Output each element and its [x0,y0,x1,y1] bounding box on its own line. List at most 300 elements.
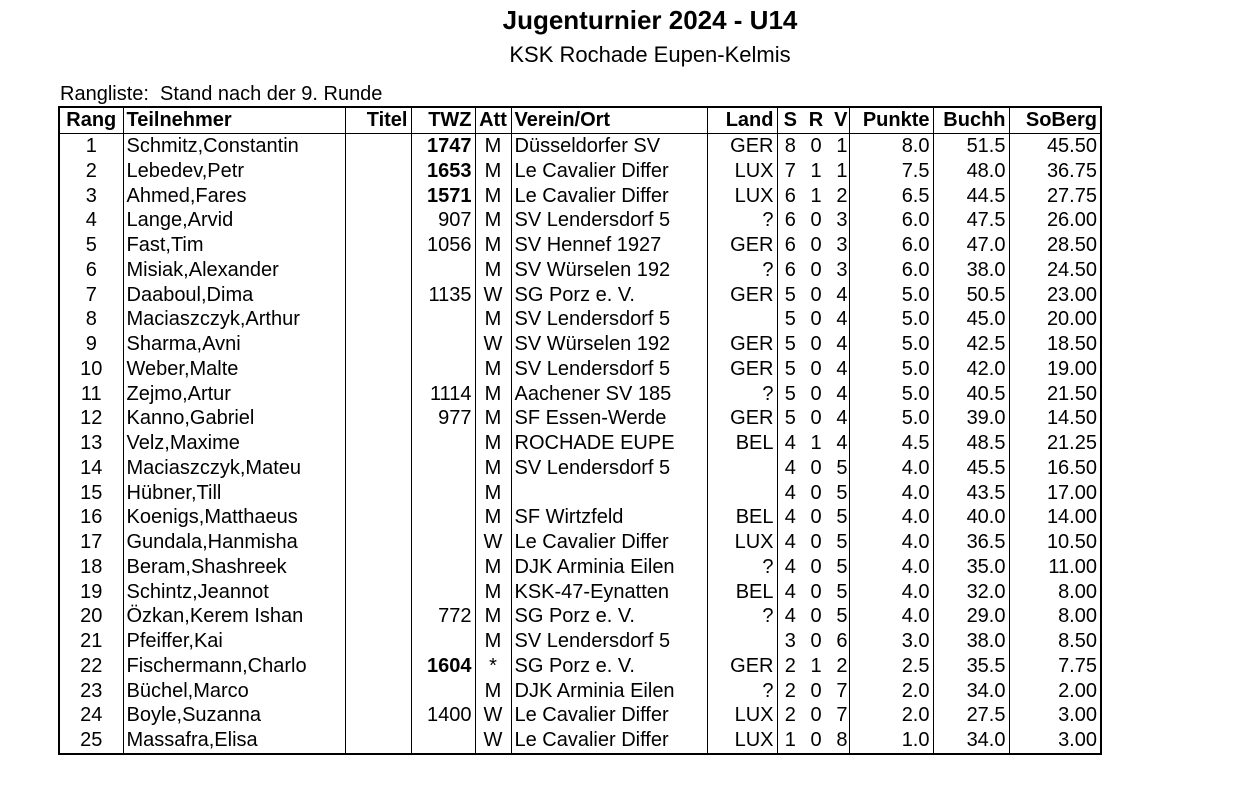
col-header-rang: Rang [59,107,123,133]
cell-s: 4 [777,480,803,505]
cell-twz [411,431,475,456]
cell-att: M [475,307,511,332]
cell-r: 0 [810,333,822,356]
cell-s: 7 [777,159,803,184]
cell-verein: Le Cavalier Differ [511,703,707,728]
cell-buchh: 40.5 [933,381,1009,406]
cell-s: 2 [777,703,803,728]
cell-s: 6 [777,208,803,233]
cell-r: 0 [810,135,822,158]
cell-rang: 7 [59,282,123,307]
cell-att: M [475,629,511,654]
cell-rang: 3 [59,183,123,208]
cell-punkte: 2.0 [849,678,933,703]
cell-punkte: 4.0 [849,579,933,604]
cell-soberg: 10.50 [1009,530,1101,555]
cell-name: Daaboul,Dima [123,282,345,307]
cell-s: 5 [777,282,803,307]
cell-verein: SG Porz e. V. [511,282,707,307]
cell-buchh: 35.5 [933,654,1009,679]
cell-titel [345,431,411,456]
cell-v: 4 [829,381,849,406]
cell-v: 4 [829,282,849,307]
col-header-buchh: Buchh [933,107,1009,133]
table-row [59,604,1101,629]
cell-rang: 4 [59,208,123,233]
cell-titel [345,530,411,555]
cell-land: LUX [707,728,777,754]
cell-r: 0 [810,481,822,504]
cell-name: Weber,Malte [123,357,345,382]
cell-rang: 9 [59,332,123,357]
cell-r: 0 [810,234,822,257]
cell-s: 6 [777,233,803,258]
col-header-punkte: Punkte [849,107,933,133]
cell-verein: SV Lendersdorf 5 [511,357,707,382]
cell-att: W [475,728,511,754]
cell-soberg: 23.00 [1009,282,1101,307]
cell-rang: 18 [59,555,123,580]
cell-name: Ahmed,Fares [123,183,345,208]
cell-punkte: 5.0 [849,282,933,307]
cell-rang: 11 [59,381,123,406]
cell-v: 4 [829,406,849,431]
cell-name: Gundala,Hanmisha [123,530,345,555]
cell-buchh: 47.5 [933,208,1009,233]
cell-r: 0 [810,555,822,578]
cell-verein: KSK-47-Eynatten [511,579,707,604]
cell-rang: 2 [59,159,123,184]
cell-buchh: 29.0 [933,604,1009,629]
cell-twz: 1604 [411,654,475,679]
cell-land: ? [707,208,777,233]
cell-s: 8 [777,133,803,158]
cell-punkte: 2.5 [849,654,933,679]
cell-verein: SF Essen-Werde [511,406,707,431]
col-header-v: V [829,107,849,133]
cell-name: Zejmo,Artur [123,381,345,406]
cell-soberg: 3.00 [1009,728,1101,754]
cell-soberg: 7.75 [1009,654,1101,679]
cell-verein: DJK Arminia Eilen [511,555,707,580]
cell-verein: Le Cavalier Differ [511,183,707,208]
cell-name: Pfeiffer,Kai [123,629,345,654]
cell-name: Koenigs,Matthaeus [123,505,345,530]
cell-punkte: 4.0 [849,555,933,580]
table-row [59,431,1101,456]
cell-land: ? [707,258,777,283]
table-row [59,456,1101,481]
cell-name: Maciaszczyk,Arthur [123,307,345,332]
cell-name: Hübner,Till [123,480,345,505]
cell-twz [411,480,475,505]
cell-twz [411,728,475,754]
header-row [59,107,1101,133]
cell-r: 0 [810,729,822,752]
cell-r: 0 [810,209,822,232]
cell-soberg: 28.50 [1009,233,1101,258]
cell-punkte: 6.5 [849,183,933,208]
table-row [59,654,1101,679]
cell-rang: 1 [59,133,123,158]
cell-s: 4 [777,604,803,629]
cell-land: BEL [707,579,777,604]
cell-soberg: 3.00 [1009,703,1101,728]
cell-v: 7 [829,678,849,703]
standings-table [58,106,1102,755]
cell-s: 2 [777,654,803,679]
col-header-teilnehmer: Teilnehmer [123,107,345,133]
cell-r: 0 [810,283,822,306]
cell-name: Lange,Arvid [123,208,345,233]
cell-titel [345,728,411,754]
cell-r: 0 [810,580,822,603]
cell-v: 3 [829,233,849,258]
cell-titel [345,357,411,382]
table-row [59,208,1101,233]
cell-v: 2 [829,183,849,208]
cell-land: GER [707,357,777,382]
cell-att: M [475,183,511,208]
cell-att: M [475,678,511,703]
cell-verein: SV Lendersdorf 5 [511,629,707,654]
cell-buchh: 38.0 [933,258,1009,283]
cell-att: M [475,159,511,184]
cell-name: Beram,Shashreek [123,555,345,580]
cell-titel [345,678,411,703]
cell-att: M [475,505,511,530]
cell-twz: 907 [411,208,475,233]
cell-s: 5 [777,307,803,332]
cell-att: W [475,703,511,728]
cell-buchh: 42.0 [933,357,1009,382]
cell-land: GER [707,654,777,679]
cell-titel [345,505,411,530]
cell-land: LUX [707,159,777,184]
cell-punkte: 4.0 [849,530,933,555]
cell-att: M [475,431,511,456]
cell-v: 5 [829,456,849,481]
cell-titel [345,159,411,184]
cell-punkte: 4.5 [849,431,933,456]
cell-rang: 21 [59,629,123,654]
cell-soberg: 27.75 [1009,183,1101,208]
cell-v: 5 [829,505,849,530]
cell-punkte: 7.5 [849,159,933,184]
cell-titel [345,555,411,580]
cell-r: 0 [810,258,822,281]
cell-buchh: 42.5 [933,332,1009,357]
cell-punkte: 5.0 [849,332,933,357]
cell-r: 0 [810,382,822,405]
cell-v: 4 [829,307,849,332]
cell-att: M [475,208,511,233]
cell-name: Sharma,Avni [123,332,345,357]
cell-land: GER [707,332,777,357]
cell-titel [345,703,411,728]
cell-titel [345,282,411,307]
cell-s: 3 [777,629,803,654]
cell-rang: 8 [59,307,123,332]
cell-soberg: 45.50 [1009,133,1101,158]
cell-verein: SV Hennef 1927 [511,233,707,258]
table-row [59,307,1101,332]
cell-verein: SV Würselen 192 [511,258,707,283]
cell-punkte: 6.0 [849,208,933,233]
cell-r: 0 [810,357,822,380]
cell-s: 4 [777,505,803,530]
cell-att: M [475,133,511,158]
cell-s: 5 [777,332,803,357]
cell-twz [411,258,475,283]
table-row [59,629,1101,654]
table-row [59,703,1101,728]
cell-verein: Aachener SV 185 [511,381,707,406]
table-row [59,381,1101,406]
cell-name: Kanno,Gabriel [123,406,345,431]
cell-soberg: 26.00 [1009,208,1101,233]
table-row [59,357,1101,382]
cell-titel [345,133,411,158]
cell-punkte: 3.0 [849,629,933,654]
cell-buchh: 32.0 [933,579,1009,604]
cell-punkte: 4.0 [849,480,933,505]
cell-rang: 12 [59,406,123,431]
cell-punkte: 1.0 [849,728,933,754]
cell-buchh: 51.5 [933,133,1009,158]
table-row [59,133,1101,158]
cell-s: 4 [777,530,803,555]
cell-rang: 25 [59,728,123,754]
cell-name: Schintz,Jeannot [123,579,345,604]
cell-name: Büchel,Marco [123,678,345,703]
cell-att: M [475,456,511,481]
cell-name: Özkan,Kerem Ishan [123,604,345,629]
cell-v: 5 [829,604,849,629]
cell-twz: 1135 [411,282,475,307]
cell-soberg: 21.25 [1009,431,1101,456]
cell-land [707,456,777,481]
cell-twz [411,629,475,654]
cell-land [707,629,777,654]
cell-rang: 14 [59,456,123,481]
cell-buchh: 34.0 [933,678,1009,703]
cell-verein: ROCHADE EUPE [511,431,707,456]
cell-land: LUX [707,183,777,208]
cell-twz: 1571 [411,183,475,208]
cell-s: 5 [777,406,803,431]
cell-name: Maciaszczyk,Mateu [123,456,345,481]
cell-v: 4 [829,431,849,456]
cell-soberg: 18.50 [1009,332,1101,357]
cell-att: M [475,233,511,258]
cell-r: 1 [810,159,822,182]
cell-twz [411,530,475,555]
cell-verein: Le Cavalier Differ [511,530,707,555]
cell-land: ? [707,381,777,406]
cell-soberg: 21.50 [1009,381,1101,406]
cell-s: 5 [777,357,803,382]
cell-twz [411,555,475,580]
col-header-titel: Titel [345,107,411,133]
cell-att: M [475,258,511,283]
cell-name: Schmitz,Constantin [123,133,345,158]
cell-att: M [475,381,511,406]
cell-buchh: 35.0 [933,555,1009,580]
cell-r: 0 [810,704,822,727]
cell-att: W [475,332,511,357]
cell-v: 3 [829,258,849,283]
cell-titel [345,233,411,258]
cell-rang: 13 [59,431,123,456]
cell-titel [345,381,411,406]
cell-rang: 17 [59,530,123,555]
cell-rang: 20 [59,604,123,629]
cell-att: M [475,406,511,431]
cell-titel [345,604,411,629]
cell-verein: SF Wirtzfeld [511,505,707,530]
cell-r: 0 [810,630,822,653]
cell-verein: Le Cavalier Differ [511,728,707,754]
cell-land: ? [707,604,777,629]
cell-soberg: 16.50 [1009,456,1101,481]
cell-soberg: 8.00 [1009,579,1101,604]
cell-v: 5 [829,579,849,604]
table-row [59,728,1101,754]
cell-att: M [475,480,511,505]
cell-soberg: 8.50 [1009,629,1101,654]
cell-rang: 6 [59,258,123,283]
cell-att: * [475,654,511,679]
cell-titel [345,258,411,283]
table-row [59,505,1101,530]
cell-s: 4 [777,555,803,580]
cell-land: BEL [707,505,777,530]
cell-punkte: 8.0 [849,133,933,158]
cell-r: 0 [810,506,822,529]
cell-s: 5 [777,381,803,406]
cell-att: W [475,282,511,307]
cell-land: GER [707,133,777,158]
cell-rang: 5 [59,233,123,258]
table-row [59,258,1101,283]
cell-titel [345,456,411,481]
cell-soberg: 8.00 [1009,604,1101,629]
cell-v: 3 [829,208,849,233]
cell-name: Boyle,Suzanna [123,703,345,728]
table-row [59,480,1101,505]
cell-verein: Le Cavalier Differ [511,159,707,184]
cell-buchh: 50.5 [933,282,1009,307]
cell-v: 7 [829,703,849,728]
cell-att: M [475,555,511,580]
cell-verein: SG Porz e. V. [511,604,707,629]
cell-name: Fischermann,Charlo [123,654,345,679]
cell-punkte: 5.0 [849,307,933,332]
cell-soberg: 2.00 [1009,678,1101,703]
cell-v: 6 [829,629,849,654]
cell-r: 0 [810,456,822,479]
cell-v: 5 [829,555,849,580]
col-header-twz: TWZ [411,107,475,133]
cell-verein: SV Lendersdorf 5 [511,456,707,481]
cell-r: 1 [810,184,822,207]
document-title: Jugenturnier 2024 - U14 [502,5,798,35]
cell-buchh: 47.0 [933,233,1009,258]
cell-verein [511,480,707,505]
cell-land: ? [707,678,777,703]
cell-twz: 1400 [411,703,475,728]
cell-land [707,480,777,505]
cell-rang: 16 [59,505,123,530]
cell-titel [345,332,411,357]
cell-twz [411,505,475,530]
cell-twz [411,579,475,604]
cell-twz: 1747 [411,133,475,158]
cell-land [707,307,777,332]
cell-buchh: 45.5 [933,456,1009,481]
cell-s: 4 [777,579,803,604]
cell-r: 1 [810,654,822,677]
cell-r: 1 [810,432,822,455]
cell-buchh: 43.5 [933,480,1009,505]
cell-twz: 1653 [411,159,475,184]
cell-land: GER [707,406,777,431]
cell-punkte: 4.0 [849,505,933,530]
table-row [59,678,1101,703]
table-row [59,406,1101,431]
cell-s: 6 [777,258,803,283]
col-header-s: S [777,107,803,133]
cell-punkte: 4.0 [849,456,933,481]
cell-punkte: 4.0 [849,604,933,629]
cell-soberg: 36.75 [1009,159,1101,184]
cell-name: Misiak,Alexander [123,258,345,283]
cell-twz [411,456,475,481]
cell-land: ? [707,555,777,580]
cell-v: 5 [829,480,849,505]
document-subtitle: KSK Rochade Eupen-Kelmis [509,42,791,67]
cell-rang: 22 [59,654,123,679]
cell-v: 4 [829,332,849,357]
col-header-soberg: SoBerg [1009,107,1101,133]
cell-name: Velz,Maxime [123,431,345,456]
cell-buchh: 48.5 [933,431,1009,456]
cell-twz [411,307,475,332]
cell-soberg: 19.00 [1009,357,1101,382]
cell-s: 6 [777,183,803,208]
cell-twz: 1114 [411,381,475,406]
table-row [59,555,1101,580]
table-row [59,530,1101,555]
col-header-r: R [803,107,829,133]
cell-soberg: 20.00 [1009,307,1101,332]
cell-land: BEL [707,431,777,456]
cell-r: 0 [810,308,822,331]
cell-verein: DJK Arminia Eilen [511,678,707,703]
cell-titel [345,183,411,208]
table-row [59,159,1101,184]
cell-v: 1 [829,159,849,184]
table-row [59,183,1101,208]
table-row [59,579,1101,604]
cell-att: M [475,579,511,604]
cell-titel [345,480,411,505]
cell-r: 0 [810,679,822,702]
cell-rang: 23 [59,678,123,703]
cell-soberg: 24.50 [1009,258,1101,283]
cell-land: LUX [707,703,777,728]
